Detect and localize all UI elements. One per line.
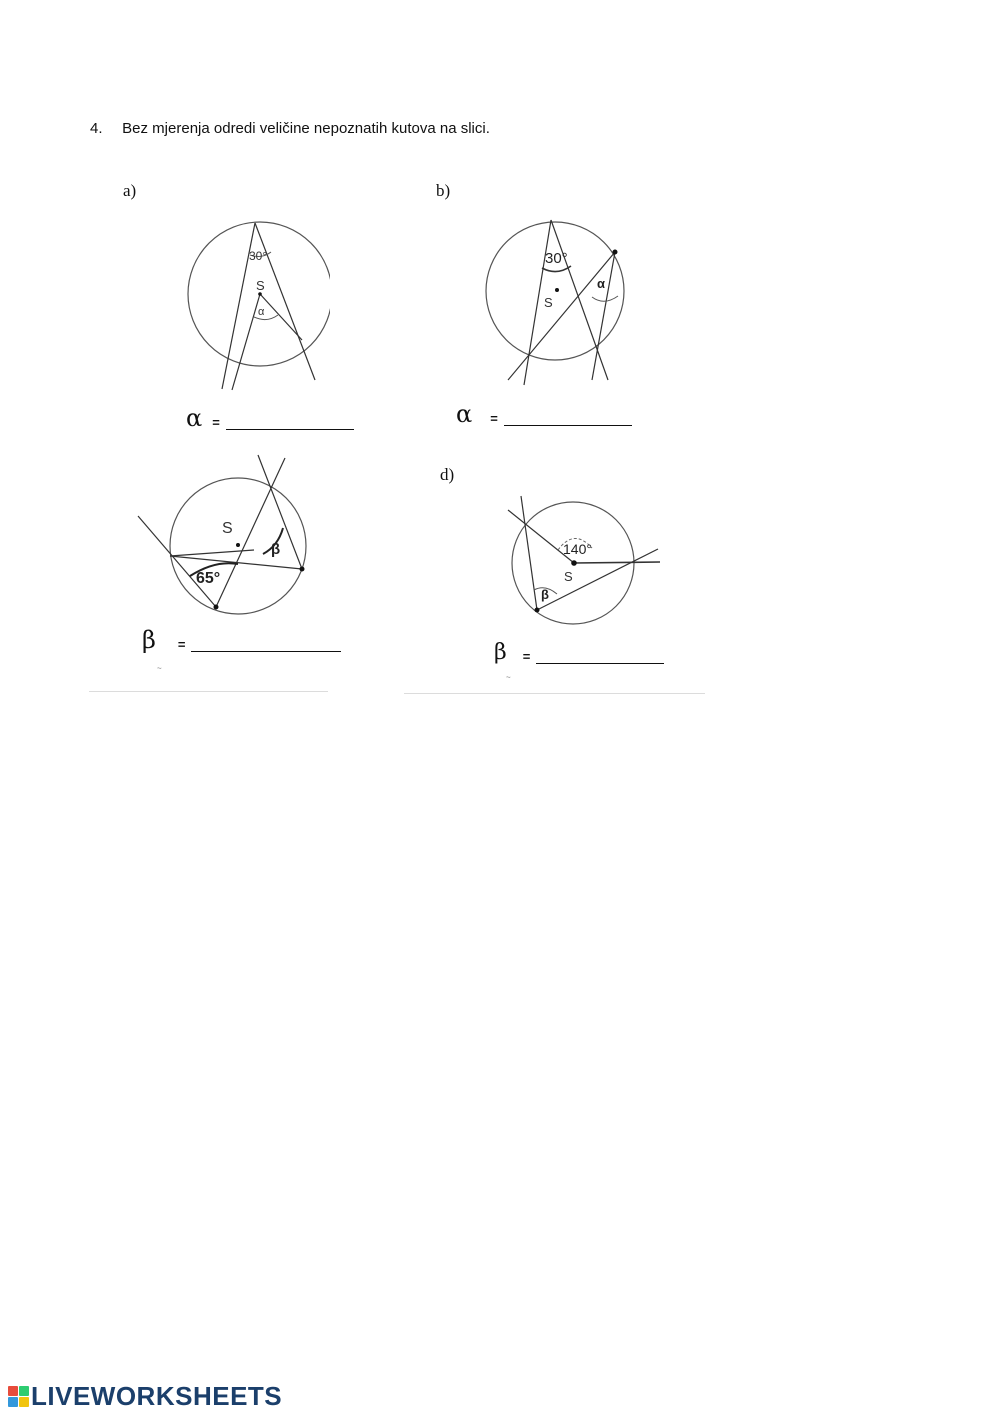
- figure-c-given-angle: 65°: [196, 570, 221, 587]
- figure-b-circle: [486, 222, 624, 360]
- figure-c-point-bottom: [214, 605, 219, 610]
- answer-d: [494, 642, 664, 664]
- part-d-label: d): [440, 465, 455, 484]
- answer-d-equals: =: [522, 649, 531, 664]
- stray-mark-c: ~: [157, 664, 162, 673]
- figure-a-unknown-label: α: [258, 306, 265, 318]
- figure-c: [130, 450, 320, 620]
- answer-a-equals: =: [212, 415, 220, 430]
- figure-d-point-bottom: [535, 608, 540, 613]
- figure-b-arc-unknown: [592, 296, 618, 301]
- answer-c: [142, 628, 341, 652]
- figure-d-radius-right: [574, 562, 660, 563]
- separator-right: [404, 693, 705, 694]
- figure-d-given-angle: 140°: [563, 541, 592, 557]
- answer-d-symbol: β: [494, 640, 507, 665]
- figure-d-center-dot: [571, 560, 577, 566]
- figure-b-unknown-label: α: [597, 276, 605, 291]
- answer-a: [186, 406, 354, 430]
- answer-b-equals: =: [490, 411, 498, 426]
- answer-d-field[interactable]: [536, 649, 664, 664]
- answer-c-equals: =: [177, 637, 186, 652]
- figure-c-center-dot: [236, 543, 240, 547]
- part-b-label: b): [436, 181, 451, 200]
- figure-d-line-left: [521, 496, 537, 610]
- figure-a-chord-right: [255, 223, 315, 380]
- figure-c-line-left: [138, 516, 216, 607]
- answer-b: [456, 402, 632, 426]
- figure-b: [480, 210, 640, 390]
- answer-a-field[interactable]: [226, 415, 354, 430]
- figure-b-given-angle: 30°: [545, 250, 568, 267]
- answer-a-symbol: α: [186, 404, 203, 432]
- liveworksheets-logo: [8, 1381, 282, 1412]
- figure-d: [500, 490, 670, 630]
- part-a-label: a): [123, 181, 137, 200]
- figure-a-radius-left: [232, 294, 260, 390]
- answer-b-symbol: α: [456, 400, 473, 428]
- figure-d-unknown-label: β: [541, 587, 549, 602]
- figure-b-center-dot: [555, 288, 559, 292]
- figure-c-unknown-label: β: [271, 541, 281, 558]
- separator-left: [89, 691, 328, 692]
- task-number: 4.: [90, 120, 103, 137]
- figure-b-point: [613, 250, 618, 255]
- logo-cubes-icon: [8, 1386, 29, 1407]
- logo-text: LIVEWORKSHEETS: [31, 1381, 283, 1411]
- figure-d-line-right: [537, 549, 658, 610]
- figure-d-center-label: S: [564, 569, 573, 584]
- figure-a-chord-left: [222, 223, 255, 389]
- figure-a: [180, 215, 330, 395]
- answer-b-field[interactable]: [504, 411, 632, 426]
- figure-a-given-angle: 30°: [249, 249, 268, 263]
- task-heading: [90, 120, 490, 137]
- figure-a-radius-right: [260, 294, 302, 340]
- stray-mark-d: ~: [506, 673, 511, 682]
- figure-b-center-label: S: [544, 295, 553, 310]
- answer-c-symbol: β: [142, 626, 156, 654]
- figure-c-point-right: [300, 567, 305, 572]
- figure-b-chord-alpha: [592, 252, 615, 380]
- answer-c-field[interactable]: [191, 635, 341, 652]
- figure-a-center-label: S: [256, 278, 265, 293]
- task-text: Bez mjerenja odredi veličine nepoznatih kutova na slici.: [122, 120, 490, 137]
- figure-c-center-label: S: [222, 520, 233, 537]
- figure-c-line-horizontal: [170, 556, 302, 569]
